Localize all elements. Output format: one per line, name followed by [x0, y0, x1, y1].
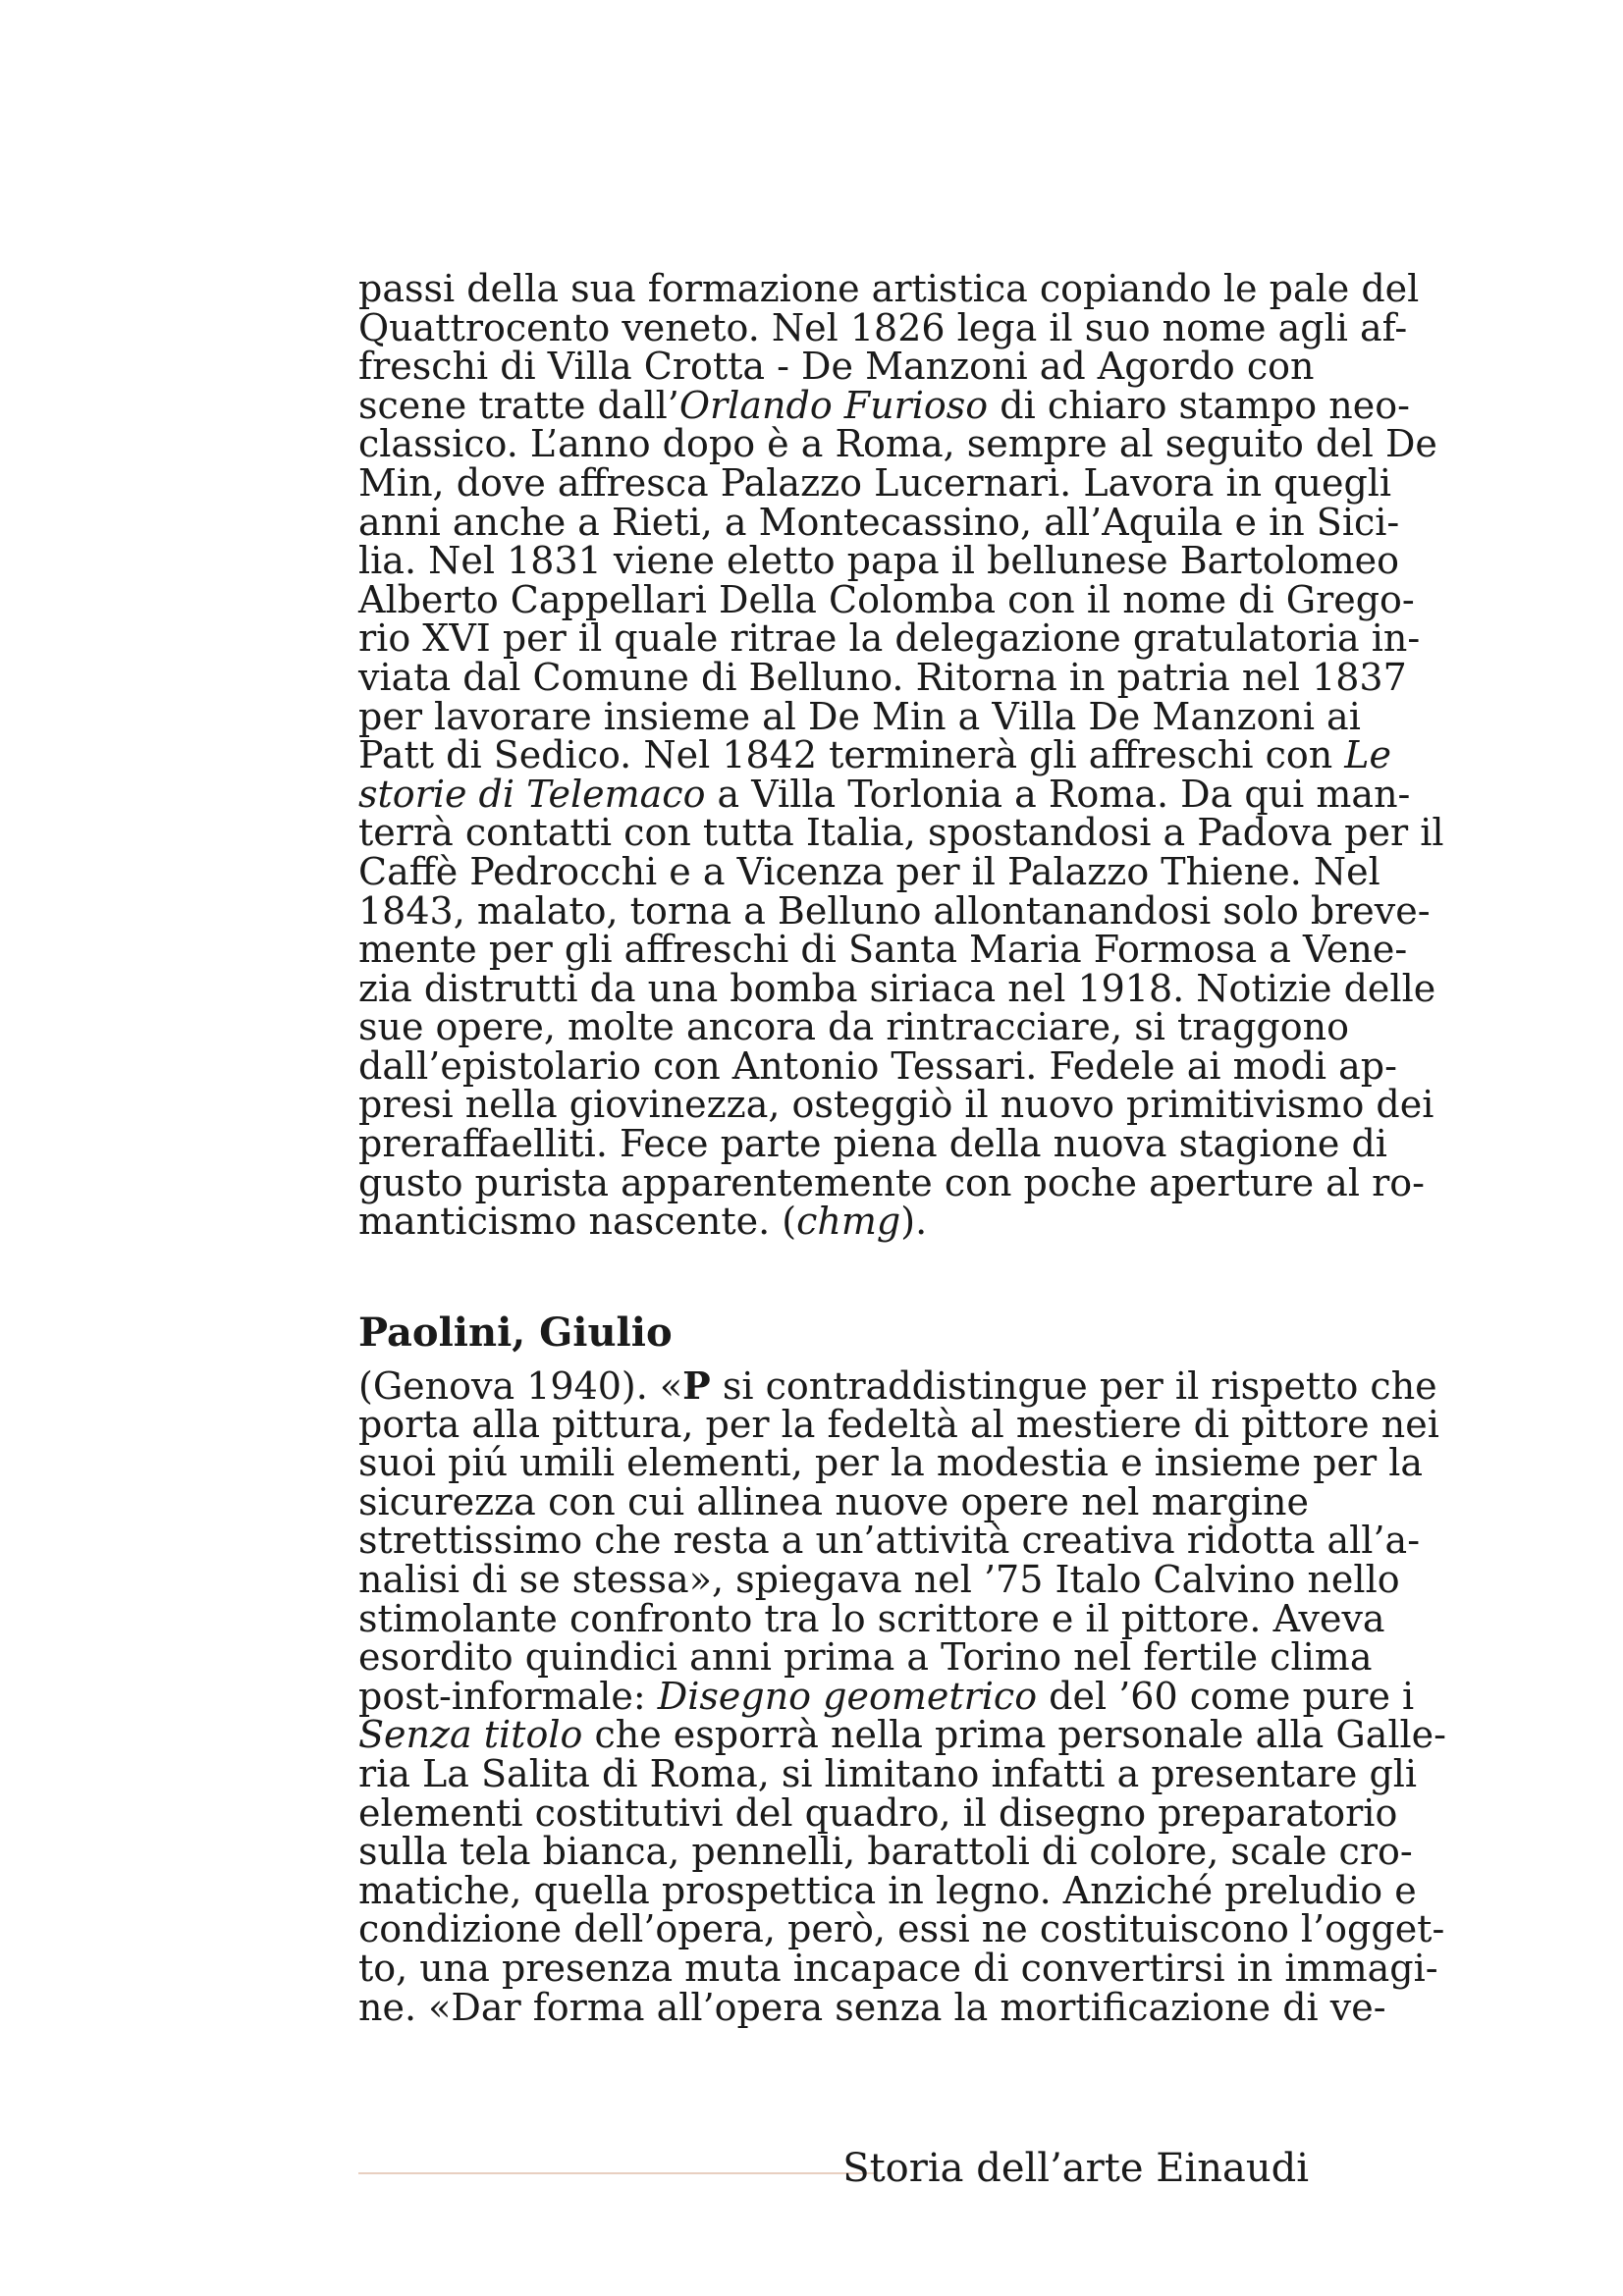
- text-line: condizione dell’opera, però, essi ne costituiscono l’ogget-: [358, 1907, 1445, 1951]
- text-line: sicurezza con cui allinea nuove opere nel margine: [358, 1479, 1309, 1523]
- text-line: storie di Telemaco a Villa Torlonia a Roma. Da qui man-: [358, 772, 1411, 816]
- text-line: porta alla pittura, per la fedeltà al mestiere di pittore nei: [358, 1402, 1439, 1446]
- text-line: esordito quindici anni prima a Torino nel fertile clima: [358, 1635, 1373, 1680]
- text-line: lia. Nel 1831 viene eletto papa il bellunese Bartolomeo: [358, 539, 1400, 583]
- text-line: viata dal Comune di Belluno. Ritorna in patria nel 1837: [358, 655, 1407, 699]
- text-line: matiche, quella prospettica in legno. Anziché preludio e: [358, 1868, 1417, 1912]
- text-line: rio XVI per il quale ritrae la delegazione gratulatoria in-: [358, 616, 1421, 661]
- text-line: Caffè Pedrocchi e a Vicenza per il Palazzo Thiene. Nel: [358, 849, 1380, 893]
- text-line: gusto purista apparentemente con poche aperture al ro-: [358, 1160, 1425, 1204]
- footer-title: Storia dell’arte Einaudi: [842, 2146, 1309, 2191]
- footer-rule: [358, 2172, 874, 2174]
- text-line: sulla tela bianca, pennelli, barattoli di colore, scale cro-: [358, 1830, 1413, 1874]
- text-line: strettissimo che resta a un’attività creativa ridotta all’a-: [358, 1519, 1421, 1563]
- text-line: (Genova 1940). «P si contraddistingue per il rispetto che: [358, 1363, 1437, 1408]
- text-line: post-informale: Disegno geometrico del ’60 come pure i: [358, 1674, 1415, 1718]
- text-line: terrà contatti con tutta Italia, spostandosi a Padova per il: [358, 811, 1444, 855]
- text-line: per lavorare insieme al De Min a Villa De Manzoni ai: [358, 694, 1361, 738]
- text-line: zia distrutti da una bomba siriaca nel 1918. Notizie delle: [358, 966, 1436, 1010]
- text-line: Patt di Sedico. Nel 1842 terminerà gli affreschi con Le: [358, 733, 1392, 777]
- text-line: dall’epistolario con Antonio Tessari. Fedele ai modi ap-: [358, 1043, 1397, 1088]
- text-line: stimolante confronto tra lo scrittore e il pittore. Aveva: [358, 1596, 1385, 1640]
- text-line: Alberto Cappellari Della Colomba con il nome di Grego-: [358, 577, 1415, 621]
- entry-paragraph-2: [358, 1363, 1446, 2029]
- entry-heading: Paolini, Giulio: [358, 1309, 673, 1356]
- text-line: preraffaelliti. Fece parte piena della nuova stagione di: [358, 1122, 1387, 1166]
- text-line: manticismo nascente. (chmg).: [358, 1200, 928, 1244]
- text-line: Quattrocento veneto. Nel 1826 lega il suo nome agli af-: [358, 305, 1408, 349]
- text-line: sue opere, molte ancora da rintracciare, si traggono: [358, 1005, 1349, 1049]
- text-line: 1843, malato, torna a Belluno allontanandosi solo breve-: [358, 888, 1431, 933]
- entry-paragraph-1: [358, 267, 1444, 1244]
- text-line: to, una presenza muta incapace di convertirsi in immagi-: [358, 1946, 1438, 1990]
- text-line: passi della sua formazione artistica copiando le pale del: [358, 267, 1420, 310]
- text-line: ria La Salita di Roma, si limitano infatti a presentare gli: [358, 1751, 1418, 1795]
- text-line: elementi costitutivi del quadro, il disegno preparatorio: [358, 1790, 1398, 1835]
- text-line: Senza titolo che esporrà nella prima personale alla Galle-: [358, 1713, 1446, 1757]
- text-line: nalisi di se stessa», spiegava nel ’75 Italo Calvino nello: [358, 1557, 1400, 1601]
- text-line: presi nella giovinezza, osteggiò il nuovo primitivismo dei: [358, 1083, 1434, 1127]
- text-line: anni anche a Rieti, a Montecassino, all’Aquila e in Sici-: [358, 500, 1400, 544]
- text-line: scene tratte dall’Orlando Furioso di chiaro stampo neo-: [358, 383, 1410, 427]
- text-line: suoi piú umili elementi, per la modestia e insieme per la: [358, 1441, 1424, 1485]
- text-line: classico. L’anno dopo è a Roma, sempre al seguito del De: [358, 422, 1437, 466]
- text-line: freschi di Villa Crotta - De Manzoni ad Agordo con: [358, 345, 1315, 389]
- text-line: Min, dove affresca Palazzo Lucernari. Lavora in quegli: [358, 460, 1392, 505]
- text-line: ne. «Dar forma all’opera senza la mortificazione di ve-: [358, 1985, 1386, 2029]
- text-line: mente per gli affreschi di Santa Maria Formosa a Vene-: [358, 928, 1408, 972]
